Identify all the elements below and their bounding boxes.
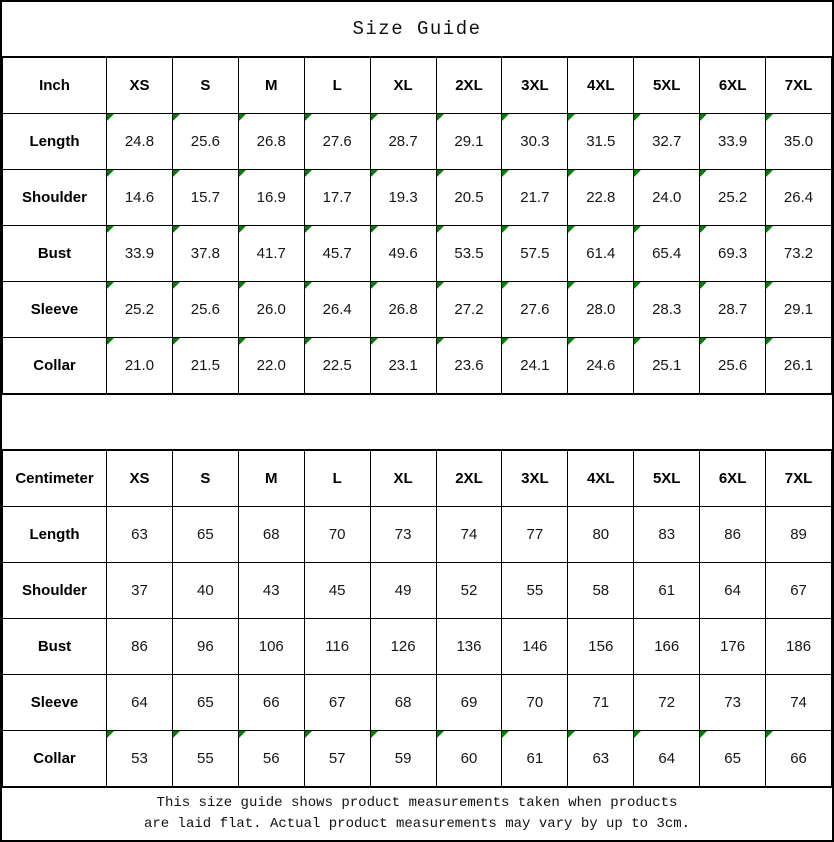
value-cell: 86 (107, 619, 173, 675)
value-cell: 69.3 (700, 226, 766, 282)
value-cell: 27.6 (502, 282, 568, 338)
value-cell: 65 (172, 675, 238, 731)
size-header-cell: 6XL (700, 58, 766, 114)
size-header-cell: S (172, 451, 238, 507)
value-cell: 35.0 (766, 114, 832, 170)
row-label-cell: Sleeve (3, 282, 107, 338)
value-cell: 61 (634, 563, 700, 619)
value-cell: 21.7 (502, 170, 568, 226)
size-header-cell: 5XL (634, 58, 700, 114)
size-header-row (3, 58, 832, 114)
size-header-row (3, 451, 832, 507)
value-cell: 30.3 (502, 114, 568, 170)
centimeter-size-table (2, 450, 832, 787)
row-label-cell: Bust (3, 619, 107, 675)
value-cell: 26.8 (370, 282, 436, 338)
value-cell: 20.5 (436, 170, 502, 226)
row-label-cell: Length (3, 507, 107, 563)
value-cell: 14.6 (107, 170, 173, 226)
row-label-cell: Length (3, 114, 107, 170)
measurement-row (3, 282, 832, 338)
value-cell: 73 (700, 675, 766, 731)
footer-note-line-1: This size guide shows product measurements taken when products (156, 795, 678, 811)
measurement-row (3, 338, 832, 394)
value-cell: 15.7 (172, 170, 238, 226)
value-cell: 74 (766, 675, 832, 731)
value-cell: 25.1 (634, 338, 700, 394)
value-cell: 52 (436, 563, 502, 619)
value-cell: 26.4 (766, 170, 832, 226)
value-cell: 89 (766, 507, 832, 563)
value-cell: 25.6 (700, 338, 766, 394)
size-header-cell: 3XL (502, 451, 568, 507)
row-label-cell: Sleeve (3, 675, 107, 731)
value-cell: 40 (172, 563, 238, 619)
size-header-cell: L (304, 58, 370, 114)
measurement-row (3, 170, 832, 226)
value-cell: 23.1 (370, 338, 436, 394)
value-cell: 27.6 (304, 114, 370, 170)
value-cell: 28.7 (700, 282, 766, 338)
value-cell: 60 (436, 731, 502, 787)
value-cell: 23.6 (436, 338, 502, 394)
value-cell: 77 (502, 507, 568, 563)
value-cell: 25.2 (700, 170, 766, 226)
size-header-cell: 5XL (634, 451, 700, 507)
size-header-cell: XL (370, 451, 436, 507)
row-label-cell: Collar (3, 731, 107, 787)
value-cell: 186 (766, 619, 832, 675)
size-header-cell: S (172, 58, 238, 114)
row-label-cell: Shoulder (3, 170, 107, 226)
value-cell: 24.1 (502, 338, 568, 394)
measurement-row (3, 507, 832, 563)
value-cell: 176 (700, 619, 766, 675)
value-cell: 31.5 (568, 114, 634, 170)
value-cell: 136 (436, 619, 502, 675)
footer-note (2, 787, 832, 840)
value-cell: 37 (107, 563, 173, 619)
value-cell: 68 (238, 507, 304, 563)
inch-size-table (2, 57, 832, 394)
value-cell: 32.7 (634, 114, 700, 170)
value-cell: 70 (304, 507, 370, 563)
value-cell: 25.6 (172, 114, 238, 170)
value-cell: 106 (238, 619, 304, 675)
value-cell: 33.9 (107, 226, 173, 282)
value-cell: 146 (502, 619, 568, 675)
value-cell: 63 (107, 507, 173, 563)
unit-label-cell: Centimeter (3, 451, 107, 507)
value-cell: 45.7 (304, 226, 370, 282)
value-cell: 65.4 (634, 226, 700, 282)
value-cell: 24.0 (634, 170, 700, 226)
value-cell: 21.0 (107, 338, 173, 394)
measurement-row (3, 619, 832, 675)
value-cell: 25.6 (172, 282, 238, 338)
value-cell: 22.8 (568, 170, 634, 226)
value-cell: 26.4 (304, 282, 370, 338)
footer-note-line-2: are laid flat. Actual product measurements may vary by up to 3cm. (143, 816, 691, 832)
value-cell: 70 (502, 675, 568, 731)
value-cell: 53 (107, 731, 173, 787)
value-cell: 26.0 (238, 282, 304, 338)
value-cell: 26.1 (766, 338, 832, 394)
value-cell: 57.5 (502, 226, 568, 282)
value-cell: 22.0 (238, 338, 304, 394)
size-header-cell: 7XL (766, 451, 832, 507)
size-header-cell: M (238, 58, 304, 114)
value-cell: 29.1 (436, 114, 502, 170)
measurement-row (3, 114, 832, 170)
size-header-cell: 4XL (568, 58, 634, 114)
measurement-row (3, 731, 832, 787)
value-cell: 29.1 (766, 282, 832, 338)
measurement-row (3, 563, 832, 619)
value-cell: 37.8 (172, 226, 238, 282)
value-cell: 65 (172, 507, 238, 563)
size-header-cell: XS (107, 58, 173, 114)
page-title: Size Guide (2, 2, 832, 57)
size-header-cell: M (238, 451, 304, 507)
unit-label-cell: Inch (3, 58, 107, 114)
value-cell: 53.5 (436, 226, 502, 282)
value-cell: 49.6 (370, 226, 436, 282)
value-cell: 66 (238, 675, 304, 731)
size-header-cell: XL (370, 58, 436, 114)
value-cell: 61 (502, 731, 568, 787)
value-cell: 67 (304, 675, 370, 731)
value-cell: 55 (502, 563, 568, 619)
value-cell: 24.8 (107, 114, 173, 170)
value-cell: 22.5 (304, 338, 370, 394)
value-cell: 43 (238, 563, 304, 619)
measurement-row (3, 675, 832, 731)
value-cell: 68 (370, 675, 436, 731)
value-cell: 126 (370, 619, 436, 675)
size-header-cell: 2XL (436, 451, 502, 507)
value-cell: 64 (107, 675, 173, 731)
measurement-row (3, 226, 832, 282)
row-label-cell: Bust (3, 226, 107, 282)
value-cell: 26.8 (238, 114, 304, 170)
size-header-cell: 4XL (568, 451, 634, 507)
size-header-cell: L (304, 451, 370, 507)
value-cell: 86 (700, 507, 766, 563)
value-cell: 74 (436, 507, 502, 563)
size-header-cell: 7XL (766, 58, 832, 114)
value-cell: 67 (766, 563, 832, 619)
value-cell: 41.7 (238, 226, 304, 282)
value-cell: 71 (568, 675, 634, 731)
value-cell: 73.2 (766, 226, 832, 282)
row-label-cell: Collar (3, 338, 107, 394)
value-cell: 80 (568, 507, 634, 563)
value-cell: 56 (238, 731, 304, 787)
table-gap (2, 394, 832, 450)
size-header-cell: 3XL (502, 58, 568, 114)
value-cell: 58 (568, 563, 634, 619)
value-cell: 65 (700, 731, 766, 787)
value-cell: 17.7 (304, 170, 370, 226)
row-label-cell: Shoulder (3, 563, 107, 619)
value-cell: 24.6 (568, 338, 634, 394)
value-cell: 166 (634, 619, 700, 675)
value-cell: 156 (568, 619, 634, 675)
size-header-cell: XS (107, 451, 173, 507)
value-cell: 66 (766, 731, 832, 787)
value-cell: 96 (172, 619, 238, 675)
value-cell: 28.0 (568, 282, 634, 338)
value-cell: 27.2 (436, 282, 502, 338)
value-cell: 49 (370, 563, 436, 619)
value-cell: 63 (568, 731, 634, 787)
value-cell: 72 (634, 675, 700, 731)
value-cell: 45 (304, 563, 370, 619)
value-cell: 28.3 (634, 282, 700, 338)
value-cell: 116 (304, 619, 370, 675)
value-cell: 64 (700, 563, 766, 619)
value-cell: 28.7 (370, 114, 436, 170)
value-cell: 57 (304, 731, 370, 787)
value-cell: 33.9 (700, 114, 766, 170)
value-cell: 55 (172, 731, 238, 787)
value-cell: 16.9 (238, 170, 304, 226)
value-cell: 69 (436, 675, 502, 731)
value-cell: 61.4 (568, 226, 634, 282)
value-cell: 25.2 (107, 282, 173, 338)
size-header-cell: 6XL (700, 451, 766, 507)
value-cell: 64 (634, 731, 700, 787)
value-cell: 59 (370, 731, 436, 787)
size-header-cell: 2XL (436, 58, 502, 114)
value-cell: 21.5 (172, 338, 238, 394)
value-cell: 73 (370, 507, 436, 563)
value-cell: 83 (634, 507, 700, 563)
value-cell: 19.3 (370, 170, 436, 226)
